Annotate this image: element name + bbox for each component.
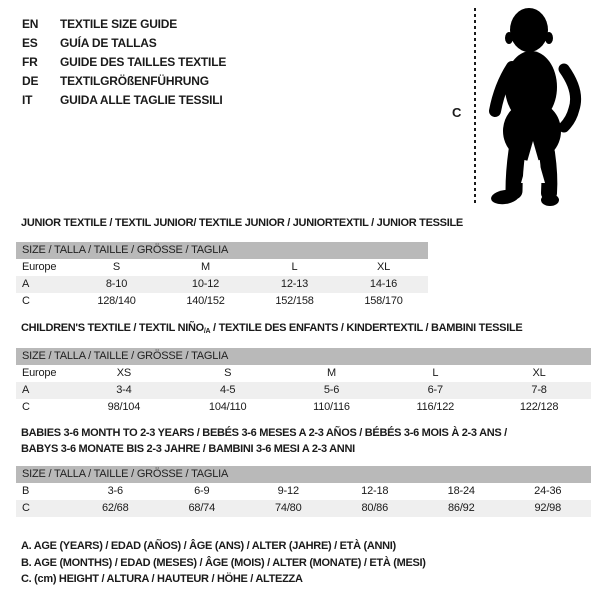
toddler-silhouette-icon [486, 5, 596, 209]
table-row [16, 259, 428, 276]
language-code: DE [22, 74, 39, 88]
legend [21, 538, 426, 588]
table-row [16, 483, 591, 500]
section-title-babies-line2: BABYS 3-6 MONATE BIS 2-3 JAHRE / BAMBINI 3-6 MESI A 2-3 ANNI [21, 443, 355, 455]
section-title-junior: JUNIOR TEXTILE / TEXTIL JUNIOR/ TEXTILE JUNIOR / JUNIORTEXTIL / JUNIOR TESSILE [21, 217, 463, 229]
language-title: GUIDE DES TAILLES TEXTILE [60, 55, 227, 69]
cell: L [432, 367, 439, 379]
row-label: C [22, 295, 30, 307]
table-row [16, 293, 428, 310]
table-row [16, 399, 591, 416]
cell: M [327, 367, 336, 379]
cell: 116/122 [416, 401, 455, 413]
row-label: B [22, 485, 30, 497]
cell: 18-24 [447, 485, 475, 497]
table-row [16, 276, 428, 293]
cell: 6-9 [194, 485, 210, 497]
cell: 110/116 [313, 401, 350, 413]
language-title: TEXTILGRÖßENFÜHRUNG [60, 74, 209, 88]
cell: 74/80 [274, 502, 302, 514]
height-measure-label: C [452, 105, 462, 120]
cell: 3-6 [107, 485, 123, 497]
size-header-bar: SIZE / TALLA / TAILLE / GRÖSSE / TAGLIA [16, 466, 591, 483]
row-label: Europe [22, 367, 57, 379]
legend-line-b: B. AGE (MONTHS) / EDAD (MESES) / ÂGE (MOIS) / ALTER (MONATE) / ETÀ (MESI) [21, 556, 426, 569]
size-header-bar: SIZE / TALLA / TAILLE / GRÖSSE / TAGLIA [16, 242, 428, 259]
cell: 12-13 [280, 278, 309, 290]
cell: M [201, 261, 210, 273]
table-row [16, 365, 591, 382]
cell: L [291, 261, 298, 273]
language-code: IT [22, 93, 33, 107]
cell: XL [376, 261, 391, 273]
cell: 3-4 [116, 384, 132, 396]
language-row-fr [22, 53, 226, 72]
cell: 122/128 [519, 401, 559, 413]
cell: S [112, 261, 121, 273]
height-dashed-line [474, 8, 476, 206]
section-title-children [21, 322, 522, 334]
cell: 14-16 [369, 278, 398, 290]
table-row [16, 500, 591, 517]
row-label: Europe [22, 261, 57, 273]
language-row-en [22, 15, 226, 34]
language-code: ES [22, 36, 38, 50]
legend-line-a: A. AGE (YEARS) / EDAD (AÑOS) / ÂGE (ANS) / ALTER (JAHRE) / ETÀ (ANNI) [21, 540, 396, 552]
cell: 128/140 [97, 295, 136, 307]
size-header-bar: SIZE / TALLA / TAILLE / GRÖSSE / TAGLIA [16, 348, 591, 365]
cell: 24-36 [534, 485, 562, 497]
section-title-babies-line1: BABIES 3-6 MONTH TO 2-3 YEARS / BEBÉS 3-6 MESES A 2-3 AÑOS / BÉBÉS 3-6 MOIS À 2-3 ANS / [21, 427, 507, 439]
cell: 7-8 [531, 384, 547, 396]
row-label: A [22, 278, 30, 290]
cell: S [224, 367, 232, 379]
cell: 68/74 [188, 502, 216, 514]
cell: 80/86 [361, 502, 389, 514]
cell: 152/158 [275, 295, 314, 307]
cell: XS [116, 367, 132, 379]
language-row-es [22, 34, 226, 53]
cell: 98/104 [107, 401, 141, 413]
cell: 9-12 [277, 485, 299, 497]
language-code: EN [22, 17, 39, 31]
legend-line-c: C. (cm) HEIGHT / ALTURA / HAUTEUR / HÖHE / ALTEZZA [21, 573, 303, 585]
language-row-it [22, 91, 226, 110]
cell: XL [532, 367, 546, 379]
table-row [16, 382, 591, 399]
cell: 86/92 [447, 502, 475, 514]
row-label: C [22, 401, 30, 413]
cell: 6-7 [427, 384, 443, 396]
language-title: GUIDA ALLE TAGLIE TESSILI [60, 93, 223, 107]
language-title: TEXTILE SIZE GUIDE [60, 17, 178, 31]
cell: 62/68 [101, 502, 129, 514]
language-header [22, 15, 226, 110]
row-label: A [22, 384, 30, 396]
cell: 140/152 [186, 295, 225, 307]
row-label: C [22, 502, 30, 514]
title-part: CHILDREN'S TEXTILE / TEXTIL NIÑO [21, 322, 204, 334]
cell: 5-6 [323, 384, 340, 396]
cell: 10-12 [191, 278, 220, 290]
language-code: FR [22, 55, 38, 69]
cell: 158/170 [364, 295, 403, 307]
language-title: GUÍA DE TALLAS [60, 36, 157, 50]
language-row-de [22, 72, 226, 91]
cell: 92/98 [534, 502, 562, 514]
title-part: / TEXTILE DES ENFANTS / KINDERTEXTIL / BAMBINI TESSILE [210, 322, 523, 334]
cell: 104/110 [208, 401, 247, 413]
cell: 4-5 [220, 384, 236, 396]
cell: 12-18 [361, 485, 389, 497]
cell: 8-10 [105, 278, 128, 290]
title-subscript: /A [203, 328, 211, 335]
